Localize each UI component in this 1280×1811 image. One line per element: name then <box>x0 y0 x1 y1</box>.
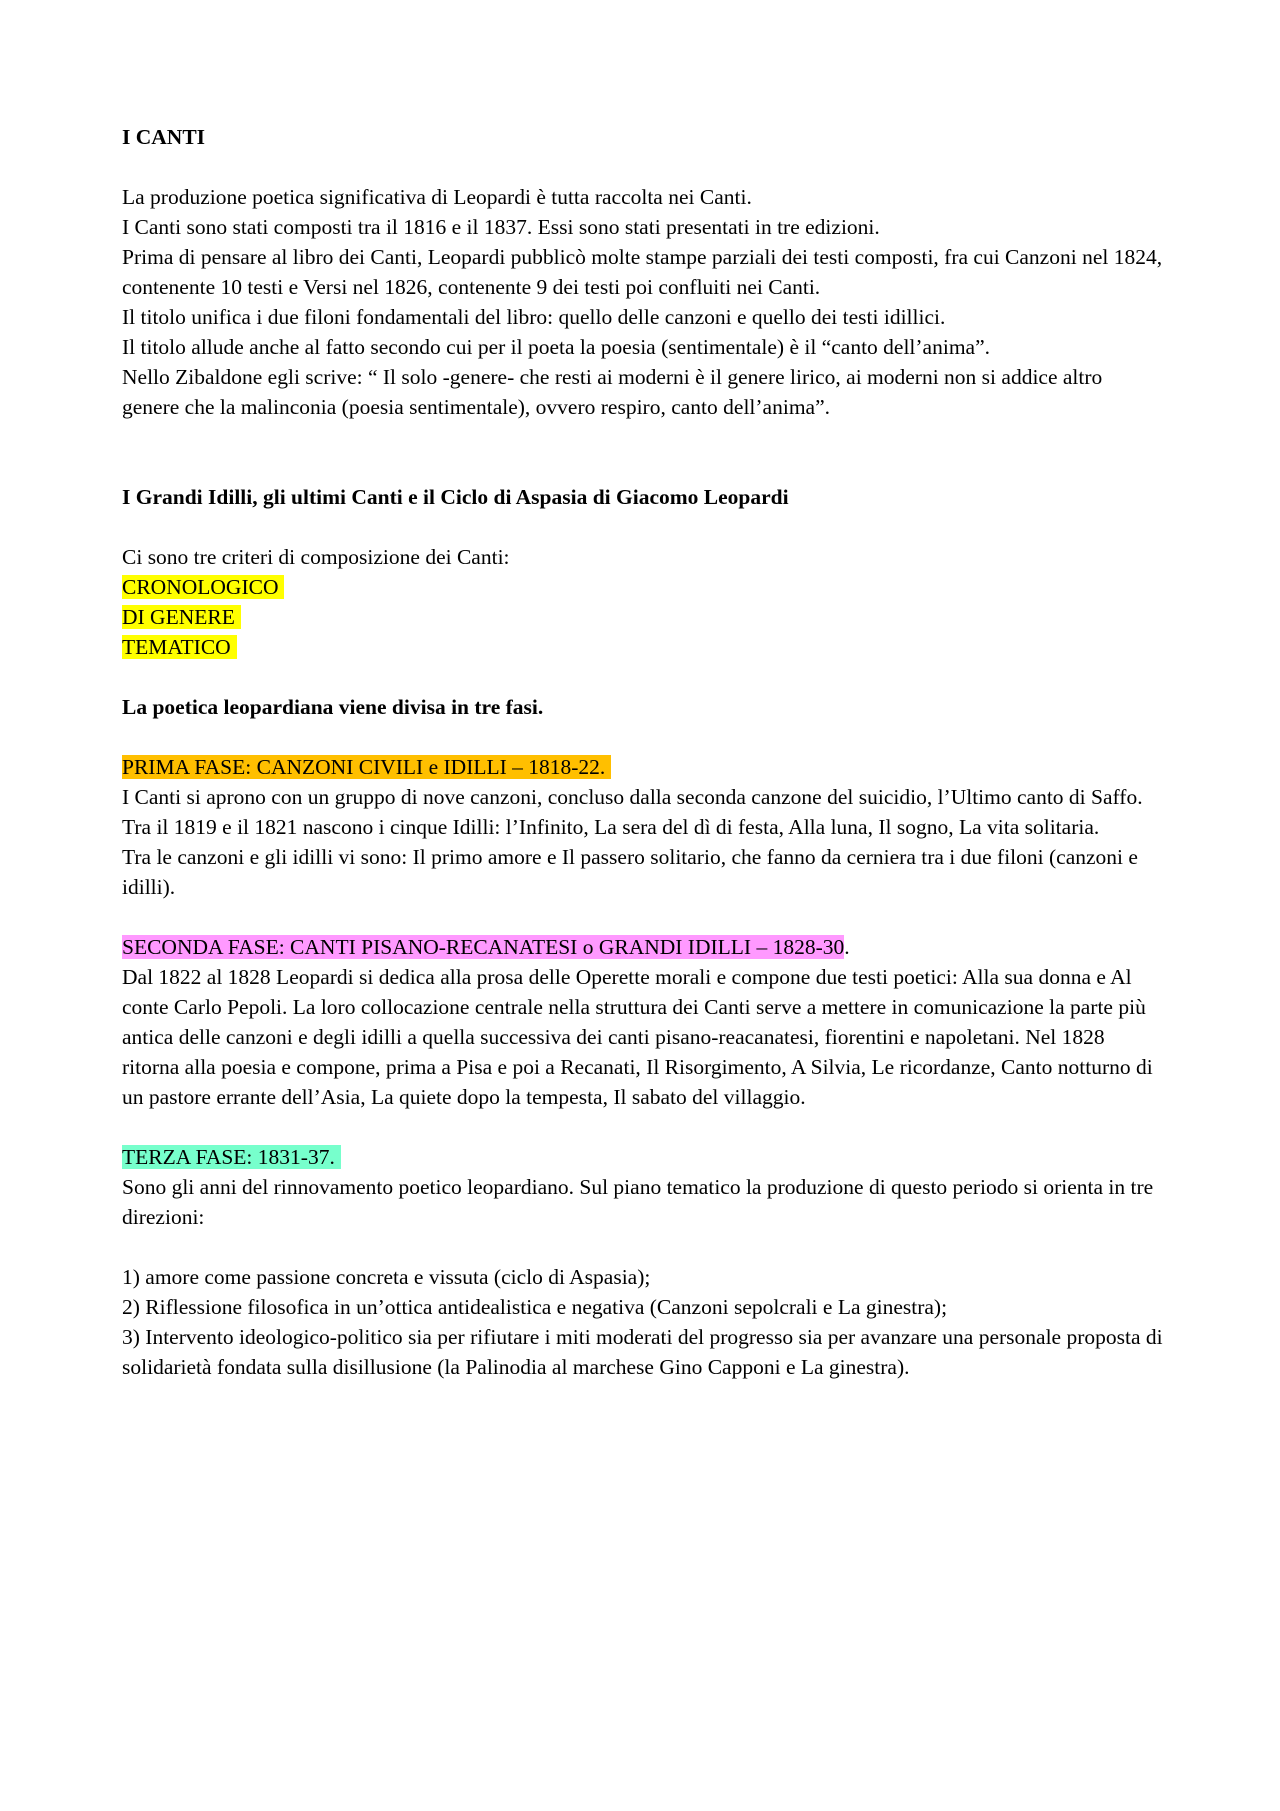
paragraph: Prima di pensare al libro dei Canti, Leopardi pubblicò molte stampe parziali dei testi composti, fra cui Canzoni nel 1824, contenente 10 testi e Versi nel 1826, contenente 9 dei testi poi confluiti nei Canti. <box>122 245 1163 299</box>
criterion-item: TEMATICO <box>122 635 237 659</box>
criteria-intro: Ci sono tre criteri di composizione dei Canti: <box>122 545 510 569</box>
list-item: 2) Riflessione filosofica in un’ottica antidealistica e negativa (Canzoni sepolcrali e La ginestra); <box>122 1295 948 1319</box>
criterion-item: CRONOLOGICO <box>122 575 284 599</box>
paragraph: Dal 1822 al 1828 Leopardi si dedica alla prosa delle Operette morali e compone due testi poetici: Alla sua donna e Al conte Carlo Pepoli. La loro collocazione centrale nella struttura dei Canti serve a mettere in comunicazione la parte più antica delle canzoni e degli idilli a quella successiva dei canti pisano-reacanatesi, fiorentini e napoletani. Nel 1828 ritorna alla poesia e compone, prima a Pisa e poi a Recanati, Il Risorgimento, A Silvia, Le ricordanze, Canto notturno di un pastore errante dell’Asia, La quiete dopo la tempesta, Il sabato del villaggio. <box>122 965 1153 1109</box>
phase-one-label: PRIMA FASE: CANZONI CIVILI e IDILLI – 1818-22. <box>122 755 611 779</box>
phase-two <box>122 932 1164 1112</box>
list-item: 3) Intervento ideologico-politico sia per rifiutare i miti moderati del progresso sia per avanzare una personale proposta di solidarietà fondata sulla disillusione (la Palinodia al marchese Gino Capponi e La ginestra). <box>122 1325 1163 1379</box>
phases-heading: La poetica leopardiana viene divisa in tre fasi. <box>122 695 544 719</box>
section-title-i-canti: I CANTI <box>122 125 206 149</box>
paragraph: Sono gli anni del rinnovamento poetico leopardiano. Sul piano tematico la produzione di questo periodo si orienta in tre direzioni: <box>122 1175 1154 1229</box>
phase-two-label: SECONDA FASE: CANTI PISANO-RECANATESI o GRANDI IDILLI – 1828-30 <box>122 935 845 959</box>
paragraph: I Canti si aprono con un gruppo di nove canzoni, concluso dalla seconda canzone del suicidio, l’Ultimo canto di Saffo. Tra il 1819 e il 1821 nascono i cinque Idilli: l’Infinito, La sera del dì di festa, Alla luna, Il sogno, La vita solitaria. <box>122 785 1143 839</box>
phase-three <box>122 1142 1164 1382</box>
paragraph: Il titolo unifica i due filoni fondamentali del libro: quello delle canzoni e quello dei testi idillici. <box>122 305 946 329</box>
criterion-item: DI GENERE <box>122 605 241 629</box>
criteria-list <box>122 572 1164 662</box>
paragraph: La produzione poetica significativa di Leopardi è tutta raccolta nei Canti. <box>122 185 752 209</box>
section-title-grandi-idilli: I Grandi Idilli, gli ultimi Canti e il Ciclo di Aspasia di Giacomo Leopardi <box>122 485 789 509</box>
paragraph: Tra le canzoni e gli idilli vi sono: Il primo amore e Il passero solitario, che fanno da cerniera tra i due filoni (canzoni e idilli). <box>122 845 1138 899</box>
paragraph: Il titolo allude anche al fatto secondo cui per il poeta la poesia (sentimentale) è il “canto dell’anima”. <box>122 335 991 359</box>
phase-two-label-suffix: . <box>844 935 850 959</box>
phase-three-label: TERZA FASE: 1831-37. <box>122 1145 341 1169</box>
paragraph: Nello Zibaldone egli scrive: “ Il solo -genere- che resti ai moderni è il genere lirico, ai moderni non si addice altro genere che la malinconia (poesia sentimentale), ovvero respiro, canto dell’anima”. <box>122 365 1103 419</box>
list-item: 1) amore come passione concreta e vissuta (ciclo di Aspasia); <box>122 1265 651 1289</box>
paragraph: I Canti sono stati composti tra il 1816 e il 1837. Essi sono stati presentati in tre edizioni. <box>122 215 880 239</box>
phase-one <box>122 752 1164 902</box>
